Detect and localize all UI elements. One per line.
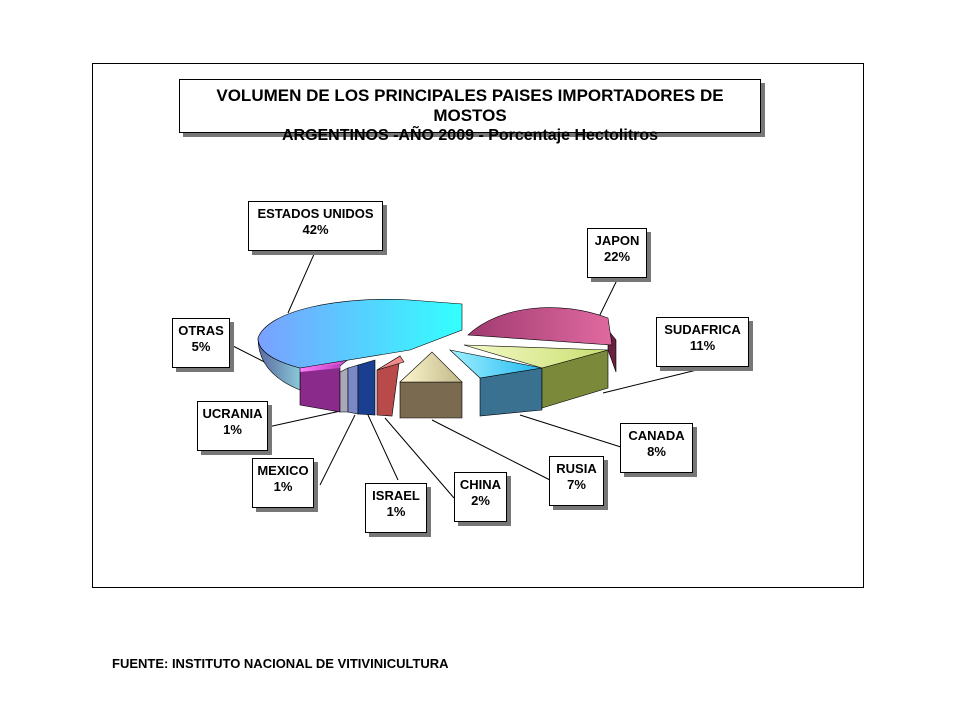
label-ucrania — [197, 401, 268, 451]
label-japon-name: JAPON — [594, 233, 640, 248]
label-israel — [365, 483, 427, 533]
label-japon-pct: 22% — [603, 249, 631, 264]
label-estados-unidos — [248, 201, 383, 251]
slice-israel — [358, 360, 375, 415]
label-ucrania-pct: 1% — [223, 422, 242, 437]
label-japon — [587, 228, 647, 278]
label-canada-pct: 8% — [647, 444, 666, 459]
label-otras-pct: 5% — [191, 339, 211, 354]
label-mexico — [252, 458, 314, 508]
chart-title-line1: VOLUMEN DE LOS PRINCIPALES PAISES IMPORTADORES DE MOSTOS — [216, 86, 724, 125]
label-rusia-name: RUSIA — [556, 461, 597, 476]
source-note: FUENTE: INSTITUTO NACIONAL DE VITIVINICULTURA — [112, 656, 449, 671]
label-canada — [620, 423, 693, 473]
label-israel-name: ISRAEL — [372, 488, 420, 503]
label-estados-unidos-pct: 42% — [302, 222, 329, 237]
label-sudafrica-pct: 11% — [689, 338, 716, 353]
chart-title-line2: ARGENTINOS -AÑO 2009 - Porcentaje Hectolitros — [281, 127, 659, 144]
label-otras — [172, 318, 230, 368]
label-israel-pct: 1% — [386, 504, 406, 519]
label-canada-name: CANADA — [628, 428, 685, 443]
label-rusia-pct: 7% — [567, 477, 586, 492]
slice-mexico — [348, 365, 358, 414]
label-mexico-name: MEXICO — [257, 463, 309, 478]
label-otras-name: OTRAS — [178, 323, 224, 338]
label-china — [454, 472, 507, 522]
slice-rusia — [400, 352, 462, 418]
chart-title-box — [179, 79, 761, 144]
label-china-pct: 2% — [471, 493, 490, 508]
label-ucrania-name: UCRANIA — [202, 406, 263, 421]
label-sudafrica — [656, 317, 749, 367]
label-estados-unidos-name: ESTADOS UNIDOS — [257, 206, 374, 221]
slice-ucrania — [340, 368, 348, 412]
label-mexico-pct: 1% — [273, 479, 293, 494]
label-sudafrica-name: SUDAFRICA — [664, 322, 741, 337]
label-rusia — [549, 456, 604, 506]
label-china-name: CHINA — [459, 477, 502, 492]
